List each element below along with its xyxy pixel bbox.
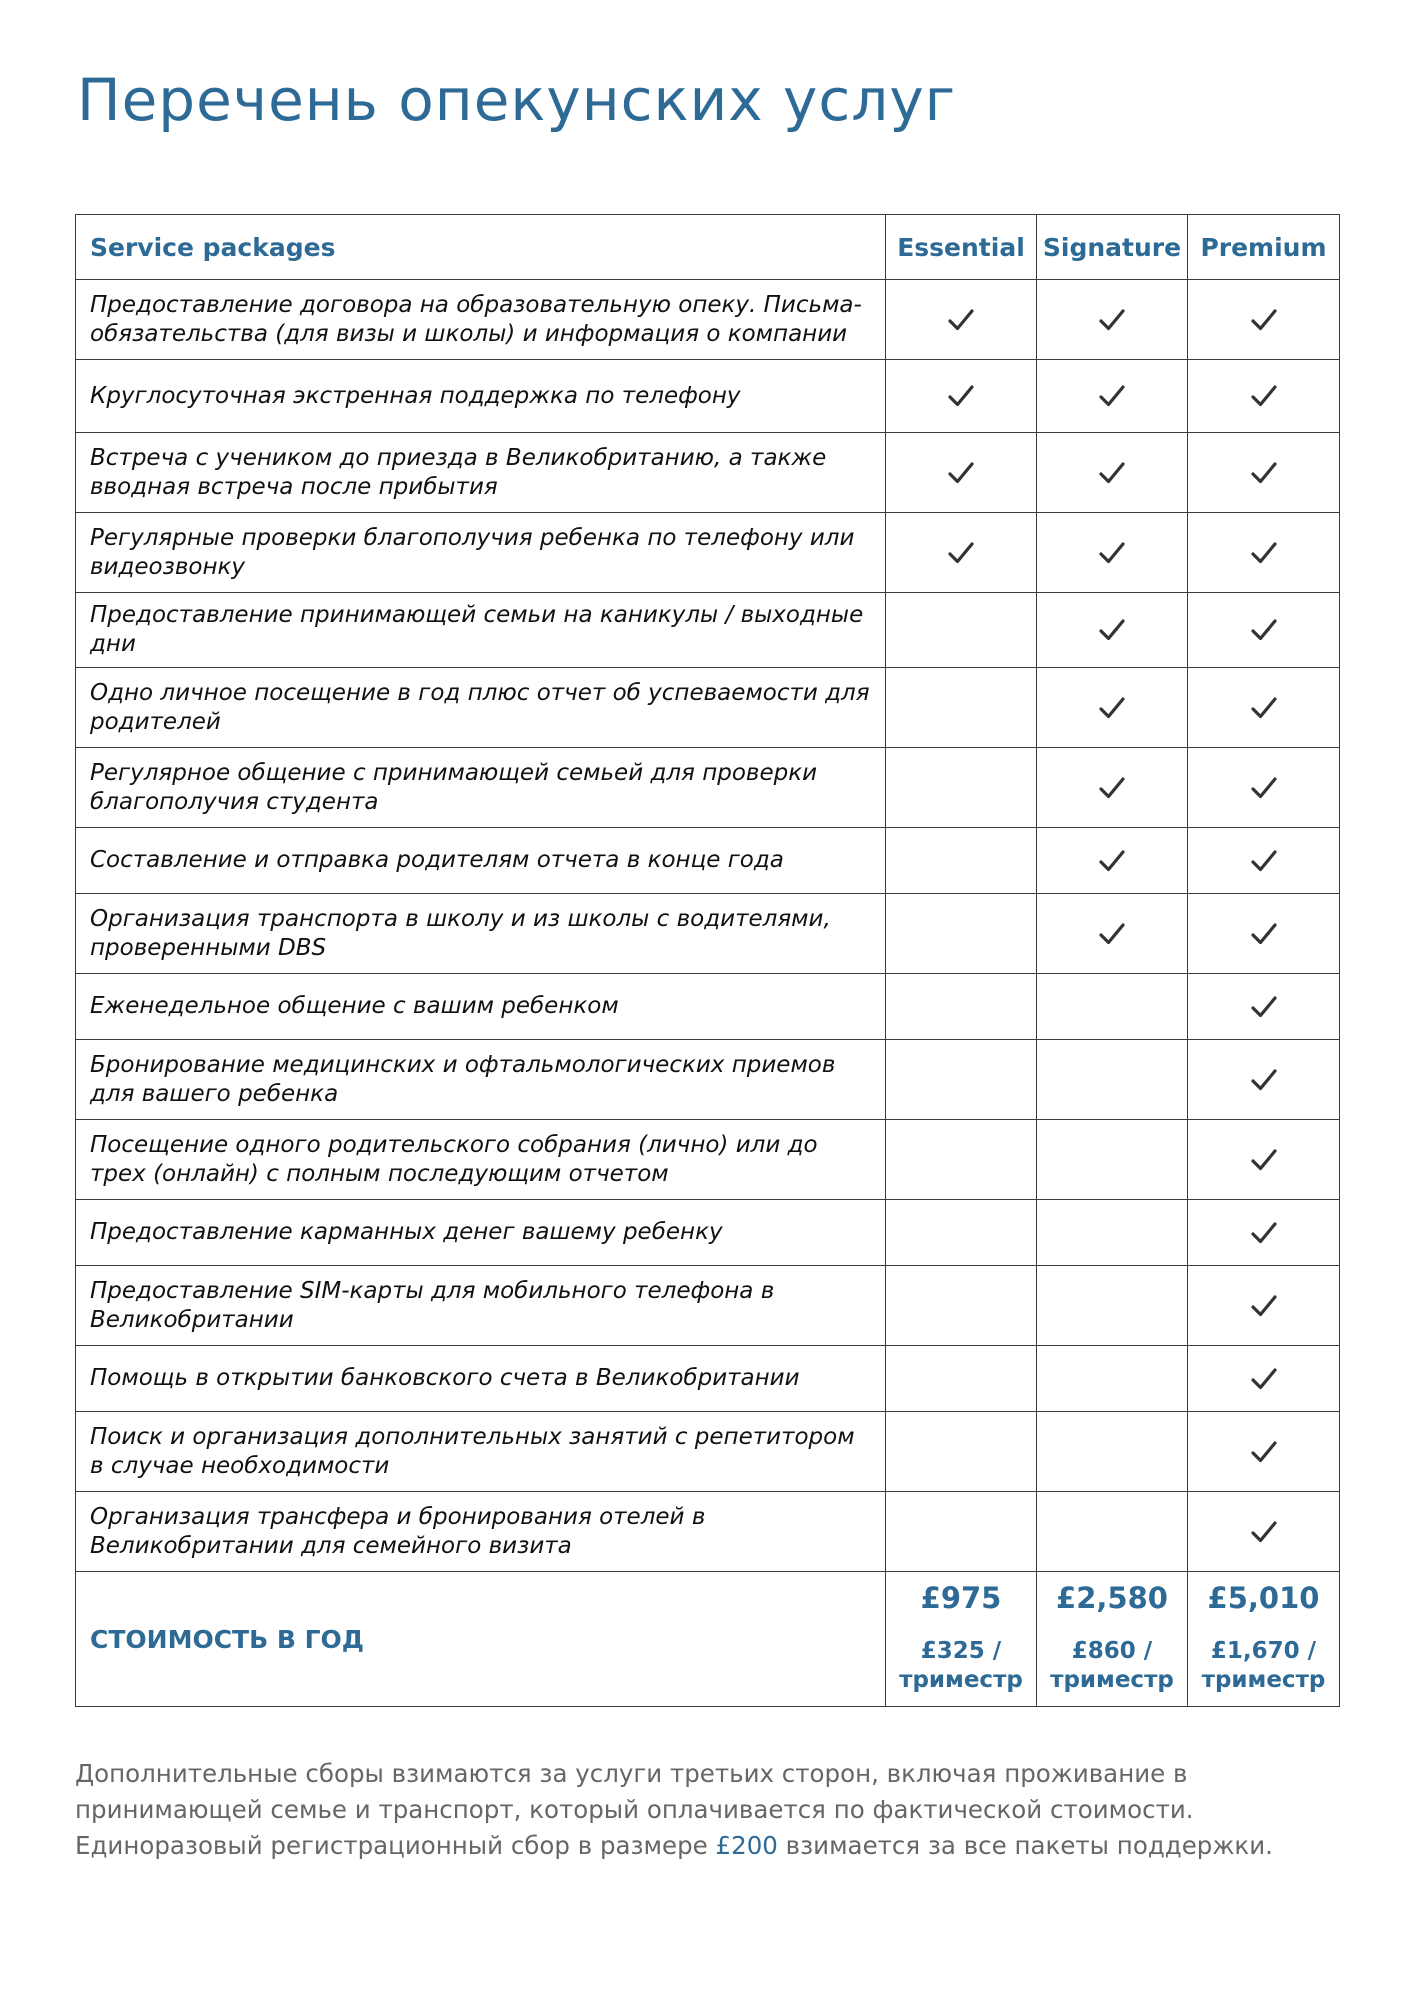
table-row — [76, 360, 1340, 433]
cell-signature — [1037, 1492, 1188, 1572]
service-label: Еженедельное общение с вашим ребенком — [76, 974, 886, 1040]
service-label: Составление и отправка родителям отчета в конце года — [76, 828, 886, 894]
cell-signature — [1037, 828, 1188, 894]
check-icon — [1098, 387, 1126, 404]
cell-essential — [886, 1266, 1037, 1346]
check-icon — [1250, 621, 1278, 638]
table-row — [76, 828, 1340, 894]
page-title: Перечень опекунских услуг — [77, 66, 957, 134]
check-icon — [1250, 1443, 1278, 1460]
service-label: Предоставление договора на образовательную опеку. Письма-обязательства (для визы и школы) и информация о компании — [76, 280, 886, 360]
check-icon — [1098, 311, 1126, 328]
check-icon — [1250, 464, 1278, 481]
check-icon — [1098, 779, 1126, 796]
service-label: Предоставление карманных денег вашему ребенку — [76, 1200, 886, 1266]
cost-essential — [886, 1572, 1037, 1707]
cell-signature — [1037, 748, 1188, 828]
service-label: Предоставление принимающей семьи на каникулы / выходные дни — [76, 593, 886, 668]
cell-premium — [1188, 1040, 1340, 1120]
cell-premium — [1188, 748, 1340, 828]
cell-essential — [886, 360, 1037, 433]
cell-essential — [886, 1040, 1037, 1120]
cost-row — [76, 1572, 1340, 1707]
check-icon — [947, 464, 975, 481]
service-label: Предоставление SIM-карты для мобильного телефона в Великобритании — [76, 1266, 886, 1346]
cell-premium — [1188, 360, 1340, 433]
check-icon — [1098, 464, 1126, 481]
cell-signature — [1037, 1200, 1188, 1266]
cell-premium — [1188, 1200, 1340, 1266]
table-row — [76, 1200, 1340, 1266]
table-row — [76, 1492, 1340, 1572]
cell-essential — [886, 894, 1037, 974]
table-row — [76, 593, 1340, 668]
check-icon — [1098, 925, 1126, 942]
cell-premium — [1188, 894, 1340, 974]
cost-premium — [1188, 1572, 1340, 1707]
check-icon — [1098, 621, 1126, 638]
cell-signature — [1037, 894, 1188, 974]
cell-signature — [1037, 593, 1188, 668]
table-row — [76, 1120, 1340, 1200]
service-label: Посещение одного родительского собрания (лично) или до трех (онлайн) с полным последующим отчетом — [76, 1120, 886, 1200]
footnote-text-before: Дополнительные сборы взимаются за услуги третьих сторон, включая проживание в принимающей семье и транспорт, который оплачивается по фактической стоимости. Единоразовый регистрационный сбор в размере — [75, 1759, 1194, 1860]
table-row — [76, 668, 1340, 748]
cell-essential — [886, 1200, 1037, 1266]
table-row — [76, 894, 1340, 974]
cell-signature — [1037, 433, 1188, 513]
service-label: Одно личное посещение в год плюс отчет об успеваемости для родителей — [76, 668, 886, 748]
check-icon — [1250, 1224, 1278, 1241]
check-icon — [1250, 925, 1278, 942]
cost-label: СТОИМОСТЬ В ГОД — [76, 1572, 886, 1707]
cell-signature — [1037, 668, 1188, 748]
table-row — [76, 513, 1340, 593]
table-row — [76, 1346, 1340, 1412]
cell-essential — [886, 1412, 1037, 1492]
cell-signature — [1037, 1120, 1188, 1200]
check-icon — [1250, 998, 1278, 1015]
cell-essential — [886, 433, 1037, 513]
check-icon — [1250, 1151, 1278, 1168]
table-row — [76, 974, 1340, 1040]
check-icon — [1250, 779, 1278, 796]
cost-premium-term: £1,670 / триместр — [1201, 1638, 1326, 1693]
cost-essential-year: £975 — [920, 1581, 1002, 1615]
service-label: Помощь в открытии банковского счета в Великобритании — [76, 1346, 886, 1412]
cell-premium — [1188, 828, 1340, 894]
check-icon — [1098, 544, 1126, 561]
service-label: Регулярные проверки благополучия ребенка по телефону или видеозвонку — [76, 513, 886, 593]
service-label: Регулярное общение с принимающей семьей для проверки благополучия студента — [76, 748, 886, 828]
cell-signature — [1037, 360, 1188, 433]
cell-premium — [1188, 668, 1340, 748]
check-icon — [1098, 852, 1126, 869]
cell-premium — [1188, 1492, 1340, 1572]
cell-signature — [1037, 1040, 1188, 1120]
cell-premium — [1188, 280, 1340, 360]
cell-premium — [1188, 1412, 1340, 1492]
check-icon — [947, 311, 975, 328]
cell-essential — [886, 593, 1037, 668]
table-row — [76, 280, 1340, 360]
cell-signature — [1037, 280, 1188, 360]
check-icon — [947, 544, 975, 561]
check-icon — [1098, 699, 1126, 716]
service-label: Организация транспорта в школу и из школы с водителями, проверенными DBS — [76, 894, 886, 974]
cost-signature — [1037, 1572, 1188, 1707]
cell-essential — [886, 513, 1037, 593]
table-row — [76, 433, 1340, 513]
check-icon — [1250, 311, 1278, 328]
service-label: Встреча с учеником до приезда в Великобританию, а также вводная встреча после прибытия — [76, 433, 886, 513]
cell-premium — [1188, 974, 1340, 1040]
cell-premium — [1188, 513, 1340, 593]
registration-fee-amount: £200 — [715, 1831, 778, 1860]
check-icon — [1250, 544, 1278, 561]
table-row — [76, 1266, 1340, 1346]
check-icon — [1250, 699, 1278, 716]
cell-signature — [1037, 1346, 1188, 1412]
check-icon — [1250, 387, 1278, 404]
cell-premium — [1188, 1120, 1340, 1200]
header-service-packages: Service packages — [76, 215, 886, 280]
service-label: Бронирование медицинских и офтальмологических приемов для вашего ребенка — [76, 1040, 886, 1120]
cost-signature-term: £860 / триместр — [1050, 1638, 1174, 1693]
cost-essential-term: £325 / триместр — [899, 1638, 1023, 1693]
cell-essential — [886, 1346, 1037, 1412]
cell-premium — [1188, 433, 1340, 513]
cell-essential — [886, 748, 1037, 828]
footnote — [75, 1756, 1365, 1864]
cell-signature — [1037, 1412, 1188, 1492]
service-label: Поиск и организация дополнительных занятий с репетитором в случае необходимости — [76, 1412, 886, 1492]
check-icon — [1250, 852, 1278, 869]
service-label: Организация трансфера и бронирования отелей в Великобритании для семейного визита — [76, 1492, 886, 1572]
table-header-row — [76, 215, 1340, 280]
cost-premium-year: £5,010 — [1207, 1581, 1320, 1615]
cell-premium — [1188, 1266, 1340, 1346]
cell-premium — [1188, 593, 1340, 668]
cell-signature — [1037, 1266, 1188, 1346]
header-signature: Signature — [1037, 215, 1188, 280]
check-icon — [1250, 1523, 1278, 1540]
cell-essential — [886, 1120, 1037, 1200]
check-icon — [1250, 1071, 1278, 1088]
cell-essential — [886, 828, 1037, 894]
service-label: Круглосуточная экстренная поддержка по телефону — [76, 360, 886, 433]
check-icon — [1250, 1297, 1278, 1314]
table-row — [76, 748, 1340, 828]
header-premium: Premium — [1188, 215, 1340, 280]
table-row — [76, 1040, 1340, 1120]
cost-signature-year: £2,580 — [1056, 1581, 1168, 1615]
table-row — [76, 1412, 1340, 1492]
cell-essential — [886, 974, 1037, 1040]
cell-essential — [886, 1492, 1037, 1572]
header-essential: Essential — [886, 215, 1037, 280]
cell-premium — [1188, 1346, 1340, 1412]
cell-signature — [1037, 974, 1188, 1040]
check-icon — [947, 387, 975, 404]
check-icon — [1250, 1370, 1278, 1387]
cell-essential — [886, 668, 1037, 748]
cell-essential — [886, 280, 1037, 360]
footnote-text-after: взимается за все пакеты поддержки. — [777, 1831, 1273, 1860]
cell-signature — [1037, 513, 1188, 593]
service-packages-table — [75, 214, 1340, 1707]
